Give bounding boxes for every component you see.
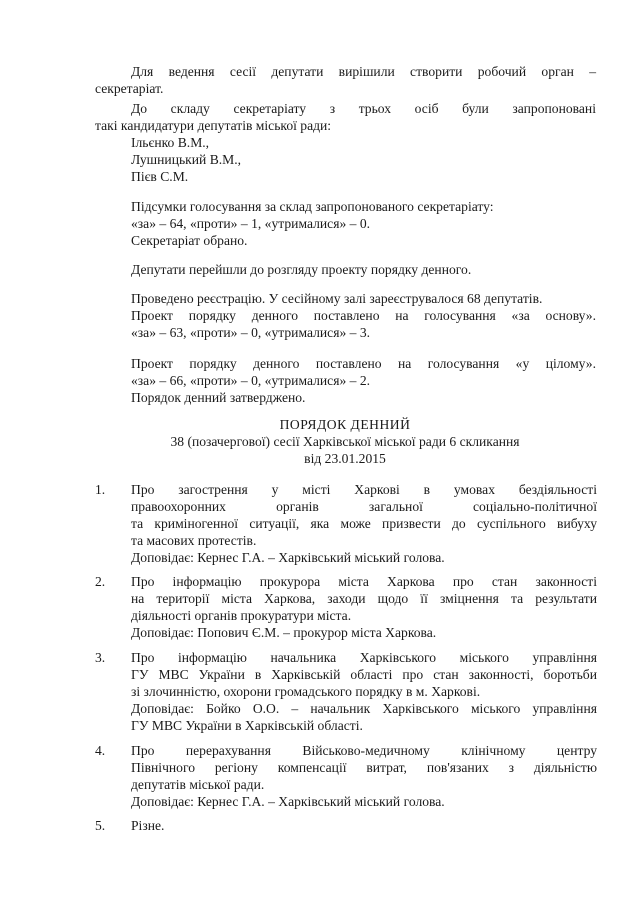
agenda-item-1-speaker: Доповідає: Кернес Г.А. – Харківський міський голова. [131,550,445,565]
registration-line-1: Проведено реєстрацію. У сесійному залі зареєструвалося 68 депутатів. [131,291,543,306]
intro-p1-line-2: секретаріат. [95,81,164,96]
agenda-item-number: 2. [95,574,106,589]
agenda-date: від 23.01.2015 [304,451,386,466]
vote-secretariat-line-2: «за» – 64, «проти» – 1, «утрималися» – 0. [131,216,371,231]
agenda-item-5-line: Різне. [131,818,165,833]
intro-p2-line-1: До складу секретаріату з трьох осіб були запропоновані [131,101,596,116]
agenda-move-text: Депутати перейшли до розгляду проекту порядку денного. [131,262,472,277]
agenda-item-3-speaker: Доповідає: Бойко О.О. – начальник Харківського міського управління [131,701,597,716]
agenda-item-2-speaker: Доповідає: Попович Є.М. – прокурор міста Харкова. [131,625,437,640]
agenda-title: ПОРЯДОК ДЕННИЙ [279,417,411,432]
agenda-item-2-line: на території міста Харкова, заходи щодо її зміцнення та результати [131,591,597,606]
candidate-name: Пієв С.М. [131,169,189,184]
whole-vote-line-2: «за» – 66, «проти» – 0, «утрималися» – 2. [131,373,371,388]
agenda-item-4-line: депутатів міської ради. [131,777,265,792]
candidate-name: Лушницький В.М., [131,152,242,167]
agenda-item-3-line: зі злочинністю, охорони громадського порядку в м. Харкові. [131,684,481,699]
whole-vote-line-1: Проект порядку денного поставлено на голосування «у цілому». [131,356,596,371]
agenda-item-3-line: ГУ МВС України в Харківській області. [131,718,363,733]
agenda-subtitle: 38 (позачергової) сесії Харківської міської ради 6 скликання [170,434,520,449]
agenda-item-2-line: діяльності органів прокуратури міста. [131,608,352,623]
agenda-item-4-line: Про перерахування Військово-медичному клінічному центру [131,743,597,758]
intro-p1-line-1: Для ведення сесії депутати вирішили створити робочий орган – [131,64,596,79]
agenda-item-1-line: правоохоронних органів загальної соціально-політичної [131,499,597,514]
candidate-name: Ільєнко В.М., [131,135,210,150]
agenda-item-4-line: Північного регіону компенсації витрат, пов'язаних з діяльністю [131,760,597,775]
agenda-item-number: 4. [95,743,106,758]
agenda-item-1-line: Про загострення у місті Харкові в умовах бездіяльності [131,482,597,497]
agenda-item-4-speaker: Доповідає: Кернес Г.А. – Харківський міський голова. [131,794,445,809]
agenda-item-1-line: та масових протестів. [131,533,257,548]
agenda-item-number: 5. [95,818,106,833]
vote-secretariat-line-1: Підсумки голосування за склад запропонованого секретаріату: [131,199,494,214]
whole-vote-line-3: Порядок денний затверджено. [131,390,306,405]
vote-secretariat-line-3: Секретаріат обрано. [131,233,248,248]
agenda-item-3-line: ГУ МВС України в Харківській області про стан законності, боротьби [131,667,597,682]
agenda-item-number: 1. [95,482,106,497]
agenda-item-3-line: Про інформацію начальника Харківського міського управління [131,650,597,665]
agenda-item-2-line: Про інформацію прокурора міста Харкова про стан законності [131,574,597,589]
agenda-item-number: 3. [95,650,106,665]
intro-p2-line-2: такі кандидатури депутатів міської ради: [95,118,332,133]
registration-line-2: Проект порядку денного поставлено на голосування «за основу». [131,308,596,323]
registration-line-3: «за» – 63, «проти» – 0, «утрималися» – 3. [131,325,371,340]
agenda-item-1-line: та криміногенної ситуації, яка може призвести до суспільного вибуху [131,516,597,531]
